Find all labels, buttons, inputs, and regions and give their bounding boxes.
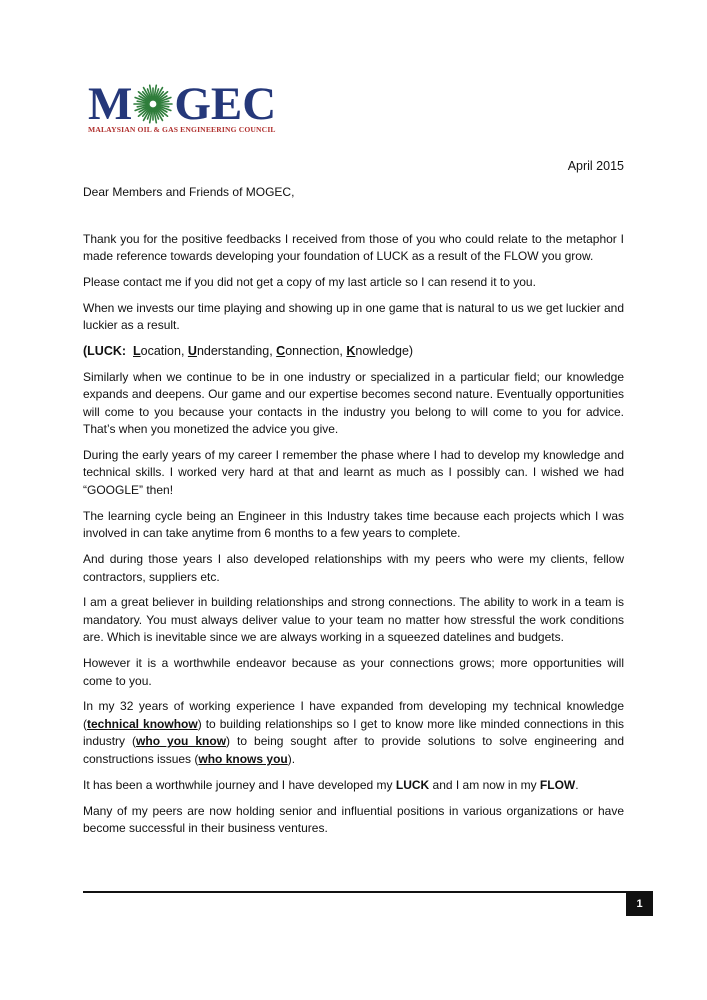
p10-emphasis-who-you-know: who you know xyxy=(136,734,227,749)
paragraph-4: Similarly when we continue to be in one industry or specialized in a particular field; our knowledge expands and deepens. Our game and our expertise becomes second nature. Eventually opportunities will come to you because your contacts in the industry you belong to will come to you for advice. That’s when you monetized the advice you give. xyxy=(83,369,624,437)
letter-body xyxy=(83,184,624,846)
luck-l-initial: L xyxy=(133,343,141,358)
p11-emphasis-luck: LUCK xyxy=(395,777,430,792)
mogec-logo xyxy=(88,78,300,140)
paragraph-7: And during those years I also developed relationships with my peers who were my clients, fellow contractors, suppliers etc. xyxy=(83,552,624,584)
paragraph-5: During the early years of my career I remember the phase where I had to develop my knowledge and technical skills. I worked very hard at that and learnt as much as I possibly can. I wished we had “GOOGLE” then! xyxy=(83,447,624,497)
paragraph-11 xyxy=(83,777,624,795)
luck-l-rest: ocation, xyxy=(140,343,188,358)
letter-date: April 2015 xyxy=(567,159,624,173)
p10-text-4: ). xyxy=(287,751,296,766)
logo-letters-gec: GEC xyxy=(174,78,277,130)
p11-text-2: and I am now in my xyxy=(429,777,540,792)
p10-text-1: In my 32 years of working experience I have expanded from developing my technical knowledge ( xyxy=(83,699,624,731)
paragraph-3: When we invests our time playing and showing up in one game that is natural to us we get luckier and luckier as a result. xyxy=(83,300,624,333)
footer-divider xyxy=(83,891,653,893)
p11-text-1: It has been a worthwhile journey and I have developed my xyxy=(83,777,396,792)
luck-u-initial: U xyxy=(187,343,197,358)
p10-text-2: ) to building relationships so I get to know more like minded connections in this industry ( xyxy=(83,716,625,749)
luck-c-rest: onnection, xyxy=(285,343,347,358)
luck-k-rest: nowledge) xyxy=(355,343,414,358)
luck-k-initial: K xyxy=(346,343,356,358)
luck-acronym xyxy=(83,343,624,361)
paragraph-12: Many of my peers are now holding senior and influential positions in various organizations or have become successful in their business ventures. xyxy=(83,803,624,836)
paragraph-1: Thank you for the positive feedbacks I received from those of you who could relate to the metaphor I made reference towards developing your foundation of LUCK as a result of the FLOW you grow. xyxy=(83,231,624,263)
p11-emphasis-flow: FLOW xyxy=(539,777,576,792)
p10-emphasis-technical-knowhow: technical knowhow xyxy=(87,716,198,731)
luck-u-rest: nderstanding, xyxy=(196,343,277,358)
greeting: Dear Members and Friends of MOGEC, xyxy=(83,185,295,199)
p10-text-3: ) to being sought after to provide solutions to solve engineering and constructions issues ( xyxy=(83,734,624,766)
p10-emphasis-who-knows-you: who knows you xyxy=(198,751,288,766)
logo-letter-m: M xyxy=(88,78,133,130)
paragraph-10 xyxy=(83,698,624,768)
logo-subtitle: MALAYSIAN OIL & GAS ENGINEERING COUNCIL xyxy=(88,125,276,134)
luck-c-initial: C xyxy=(276,343,286,358)
paragraph-9: However it is a worthwhile endeavor because as your connections grows; more opportunities will come to you. xyxy=(83,656,624,688)
logo-burst-icon xyxy=(133,84,173,124)
paragraph-2: Please contact me if you did not get a copy of my last article so I can resend it to you. xyxy=(83,274,536,289)
page-number: 1 xyxy=(626,893,653,916)
p11-text-3: . xyxy=(575,777,579,792)
paragraph-8: I am a great believer in building relationships and strong connections. The ability to work in a team is mandatory. You must always deliver value to your team no matter how stressful the work conditions are. Which is inevitable since we are always working in a squeezed datelines and budgets. xyxy=(83,595,624,645)
paragraph-6: The learning cycle being an Engineer in this Industry takes time because each projects which I was involved in can take anytime from 6 months to a few years to complete. xyxy=(83,508,624,541)
luck-open: (LUCK: xyxy=(83,343,127,358)
